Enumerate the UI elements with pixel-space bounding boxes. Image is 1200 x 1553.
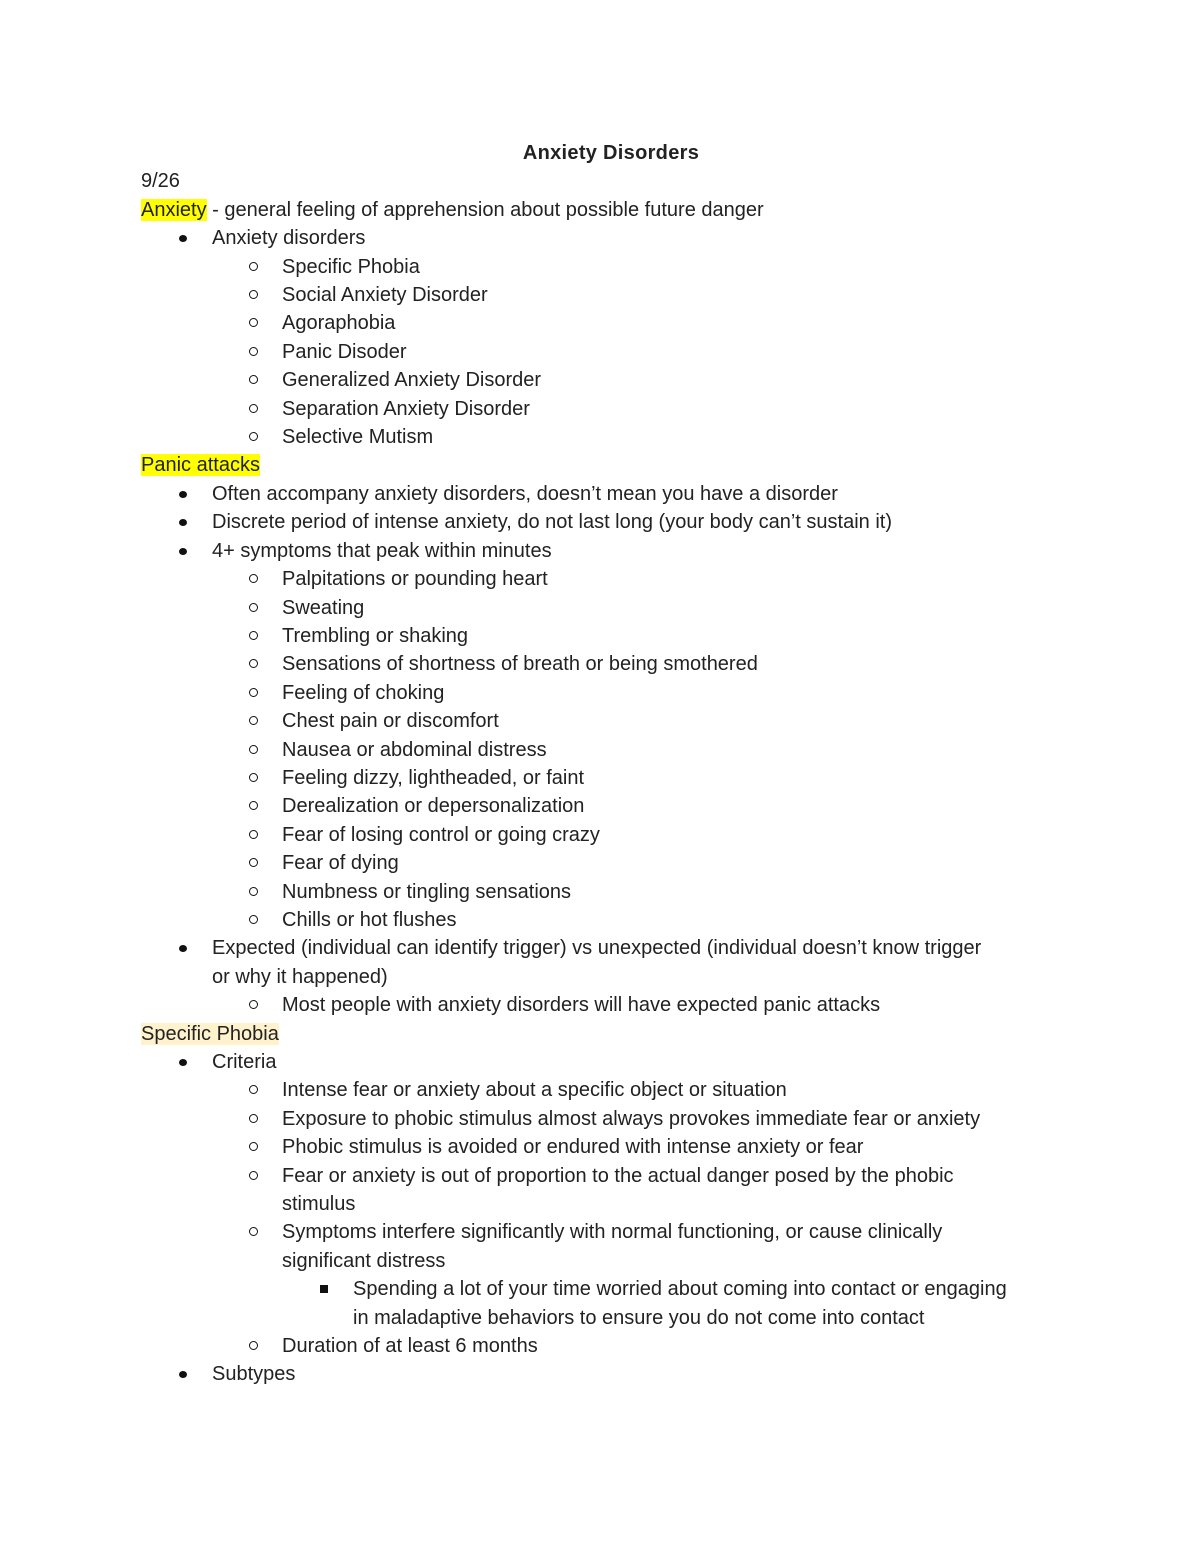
list-item-text: Symptoms interfere significantly with normal functioning, or cause clinically bbox=[282, 1221, 943, 1244]
circle-bullet-icon bbox=[249, 603, 258, 612]
circle-bullet-icon bbox=[249, 858, 258, 867]
circle-bullet-icon bbox=[249, 318, 258, 327]
panic-heading-line bbox=[141, 451, 1071, 479]
panic-heading: Panic attacks bbox=[141, 454, 260, 477]
phobia-heading-line bbox=[141, 1020, 1071, 1048]
list-item bbox=[141, 622, 1071, 650]
list-item-text: Expected (individual can identify trigger) vs unexpected (individual doesn’t know trigger bbox=[212, 937, 982, 960]
list-item bbox=[141, 650, 1071, 678]
list-item bbox=[141, 906, 1071, 934]
list-item-text: Chills or hot flushes bbox=[282, 908, 457, 931]
list-item bbox=[141, 679, 1071, 707]
list-item bbox=[141, 792, 1071, 820]
bullet-icon bbox=[179, 1371, 187, 1378]
list-item-text: Panic Disoder bbox=[282, 340, 407, 363]
list-item-text: Discrete period of intense anxiety, do not last long (your body can’t sustain it) bbox=[212, 511, 892, 534]
list-item bbox=[141, 366, 1071, 394]
list-item-text: Nausea or abdominal distress bbox=[282, 738, 547, 761]
circle-bullet-icon bbox=[249, 262, 258, 271]
list-item bbox=[141, 934, 1071, 991]
document-title: Anxiety Disorders bbox=[522, 142, 700, 164]
list-item-text: significant distress bbox=[282, 1249, 446, 1272]
circle-bullet-icon bbox=[249, 631, 258, 640]
list-item-text: Subtypes bbox=[212, 1363, 296, 1386]
circle-bullet-icon bbox=[249, 887, 258, 896]
list-item bbox=[141, 309, 1071, 337]
list-item-text: Social Anxiety Disorder bbox=[282, 284, 488, 307]
circle-bullet-icon bbox=[249, 290, 258, 299]
document-page bbox=[141, 139, 1071, 1389]
circle-bullet-icon bbox=[249, 1142, 258, 1151]
list-item-text: Often accompany anxiety disorders, doesn’t mean you have a disorder bbox=[212, 482, 838, 505]
list-item-text: Palpitations or pounding heart bbox=[282, 568, 548, 591]
list-item bbox=[141, 281, 1071, 309]
anxiety-term: Anxiety bbox=[141, 198, 207, 221]
list-item-text: Intense fear or anxiety about a specific object or situation bbox=[282, 1079, 787, 1102]
list-item-text: Numbness or tingling sensations bbox=[282, 880, 572, 903]
circle-bullet-icon bbox=[249, 801, 258, 810]
list-item-text: Specific Phobia bbox=[282, 255, 420, 278]
circle-bullet-icon bbox=[249, 432, 258, 441]
list-item bbox=[141, 480, 1071, 508]
circle-bullet-icon bbox=[249, 1227, 258, 1236]
list-item bbox=[141, 991, 1071, 1019]
circle-bullet-icon bbox=[249, 1341, 258, 1350]
circle-bullet-icon bbox=[249, 1171, 258, 1180]
list-item-text: Phobic stimulus is avoided or endured with intense anxiety or fear bbox=[282, 1136, 864, 1159]
list-item-text: Anxiety disorders bbox=[212, 227, 366, 250]
list-item bbox=[141, 1048, 1071, 1076]
list-item bbox=[141, 1332, 1071, 1360]
list-item-text: Feeling of choking bbox=[282, 681, 445, 704]
list-item bbox=[141, 736, 1071, 764]
list-item-text: Chest pain or discomfort bbox=[282, 710, 499, 733]
list-item bbox=[141, 537, 1071, 565]
list-item bbox=[141, 849, 1071, 877]
bullet-icon bbox=[179, 491, 187, 498]
list-item bbox=[141, 508, 1071, 536]
circle-bullet-icon bbox=[249, 745, 258, 754]
list-item-text: Duration of at least 6 months bbox=[282, 1335, 538, 1358]
bullet-icon bbox=[179, 945, 187, 952]
list-item-text: Spending a lot of your time worried about coming into contact or engaging bbox=[353, 1278, 1007, 1301]
list-item bbox=[141, 878, 1071, 906]
list-item-text: Fear of dying bbox=[282, 852, 399, 875]
circle-bullet-icon bbox=[249, 1114, 258, 1123]
list-item bbox=[141, 1360, 1071, 1388]
list-item bbox=[141, 1162, 1071, 1219]
list-item bbox=[141, 764, 1071, 792]
square-bullet-icon bbox=[320, 1285, 328, 1293]
bullet-icon bbox=[179, 548, 187, 555]
list-item bbox=[141, 253, 1071, 281]
list-item-text: Agoraphobia bbox=[282, 312, 396, 335]
circle-bullet-icon bbox=[249, 574, 258, 583]
list-item-text: Fear of losing control or going crazy bbox=[282, 823, 600, 846]
list-item-text: or why it happened) bbox=[212, 965, 388, 988]
list-item-text: in maladaptive behaviors to ensure you do not come into contact bbox=[353, 1306, 925, 1329]
list-item bbox=[141, 1218, 1071, 1275]
list-item-text: Selective Mutism bbox=[282, 426, 434, 449]
list-item-text: 4+ symptoms that peak within minutes bbox=[212, 539, 552, 562]
circle-bullet-icon bbox=[249, 716, 258, 725]
anxiety-definition-text: - general feeling of apprehension about possible future danger bbox=[206, 198, 764, 221]
date-line: 9/26 bbox=[141, 170, 180, 193]
list-item bbox=[141, 1133, 1071, 1161]
bullet-icon bbox=[179, 235, 187, 242]
list-item bbox=[141, 707, 1071, 735]
list-item-text: Most people with anxiety disorders will have expected panic attacks bbox=[282, 994, 881, 1017]
circle-bullet-icon bbox=[249, 915, 258, 924]
circle-bullet-icon bbox=[249, 773, 258, 782]
list-item bbox=[141, 224, 1071, 252]
circle-bullet-icon bbox=[249, 404, 258, 413]
list-item-text: Exposure to phobic stimulus almost always provokes immediate fear or anxiety bbox=[282, 1107, 981, 1130]
phobia-heading: Specific Phobia bbox=[141, 1022, 279, 1045]
list-item bbox=[141, 1105, 1071, 1133]
list-item bbox=[141, 1275, 1071, 1332]
list-item-text: stimulus bbox=[282, 1193, 356, 1216]
bullet-icon bbox=[179, 1059, 187, 1066]
list-item bbox=[141, 395, 1071, 423]
list-item-text: Fear or anxiety is out of proportion to the actual danger posed by the phobic bbox=[282, 1164, 954, 1187]
circle-bullet-icon bbox=[249, 375, 258, 384]
list-item-text: Generalized Anxiety Disorder bbox=[282, 369, 542, 392]
list-item bbox=[141, 1076, 1071, 1104]
list-item-text: Sensations of shortness of breath or being smothered bbox=[282, 653, 758, 676]
list-item-text: Trembling or shaking bbox=[282, 624, 469, 647]
circle-bullet-icon bbox=[249, 659, 258, 668]
circle-bullet-icon bbox=[249, 347, 258, 356]
list-item bbox=[141, 565, 1071, 593]
circle-bullet-icon bbox=[249, 688, 258, 697]
list-item bbox=[141, 338, 1071, 366]
list-item bbox=[141, 821, 1071, 849]
list-item-text: Criteria bbox=[212, 1051, 277, 1073]
list-item-text: Sweating bbox=[282, 596, 365, 619]
list-item bbox=[141, 594, 1071, 622]
list-item bbox=[141, 423, 1071, 451]
list-item-text: Derealization or depersonalization bbox=[282, 795, 585, 818]
list-item-text: Separation Anxiety Disorder bbox=[282, 397, 530, 420]
bullet-icon bbox=[179, 519, 187, 526]
circle-bullet-icon bbox=[249, 830, 258, 839]
list-item-text: Feeling dizzy, lightheaded, or faint bbox=[282, 766, 585, 789]
circle-bullet-icon bbox=[249, 1085, 258, 1094]
anxiety-definition bbox=[141, 196, 1071, 224]
circle-bullet-icon bbox=[249, 1000, 258, 1009]
